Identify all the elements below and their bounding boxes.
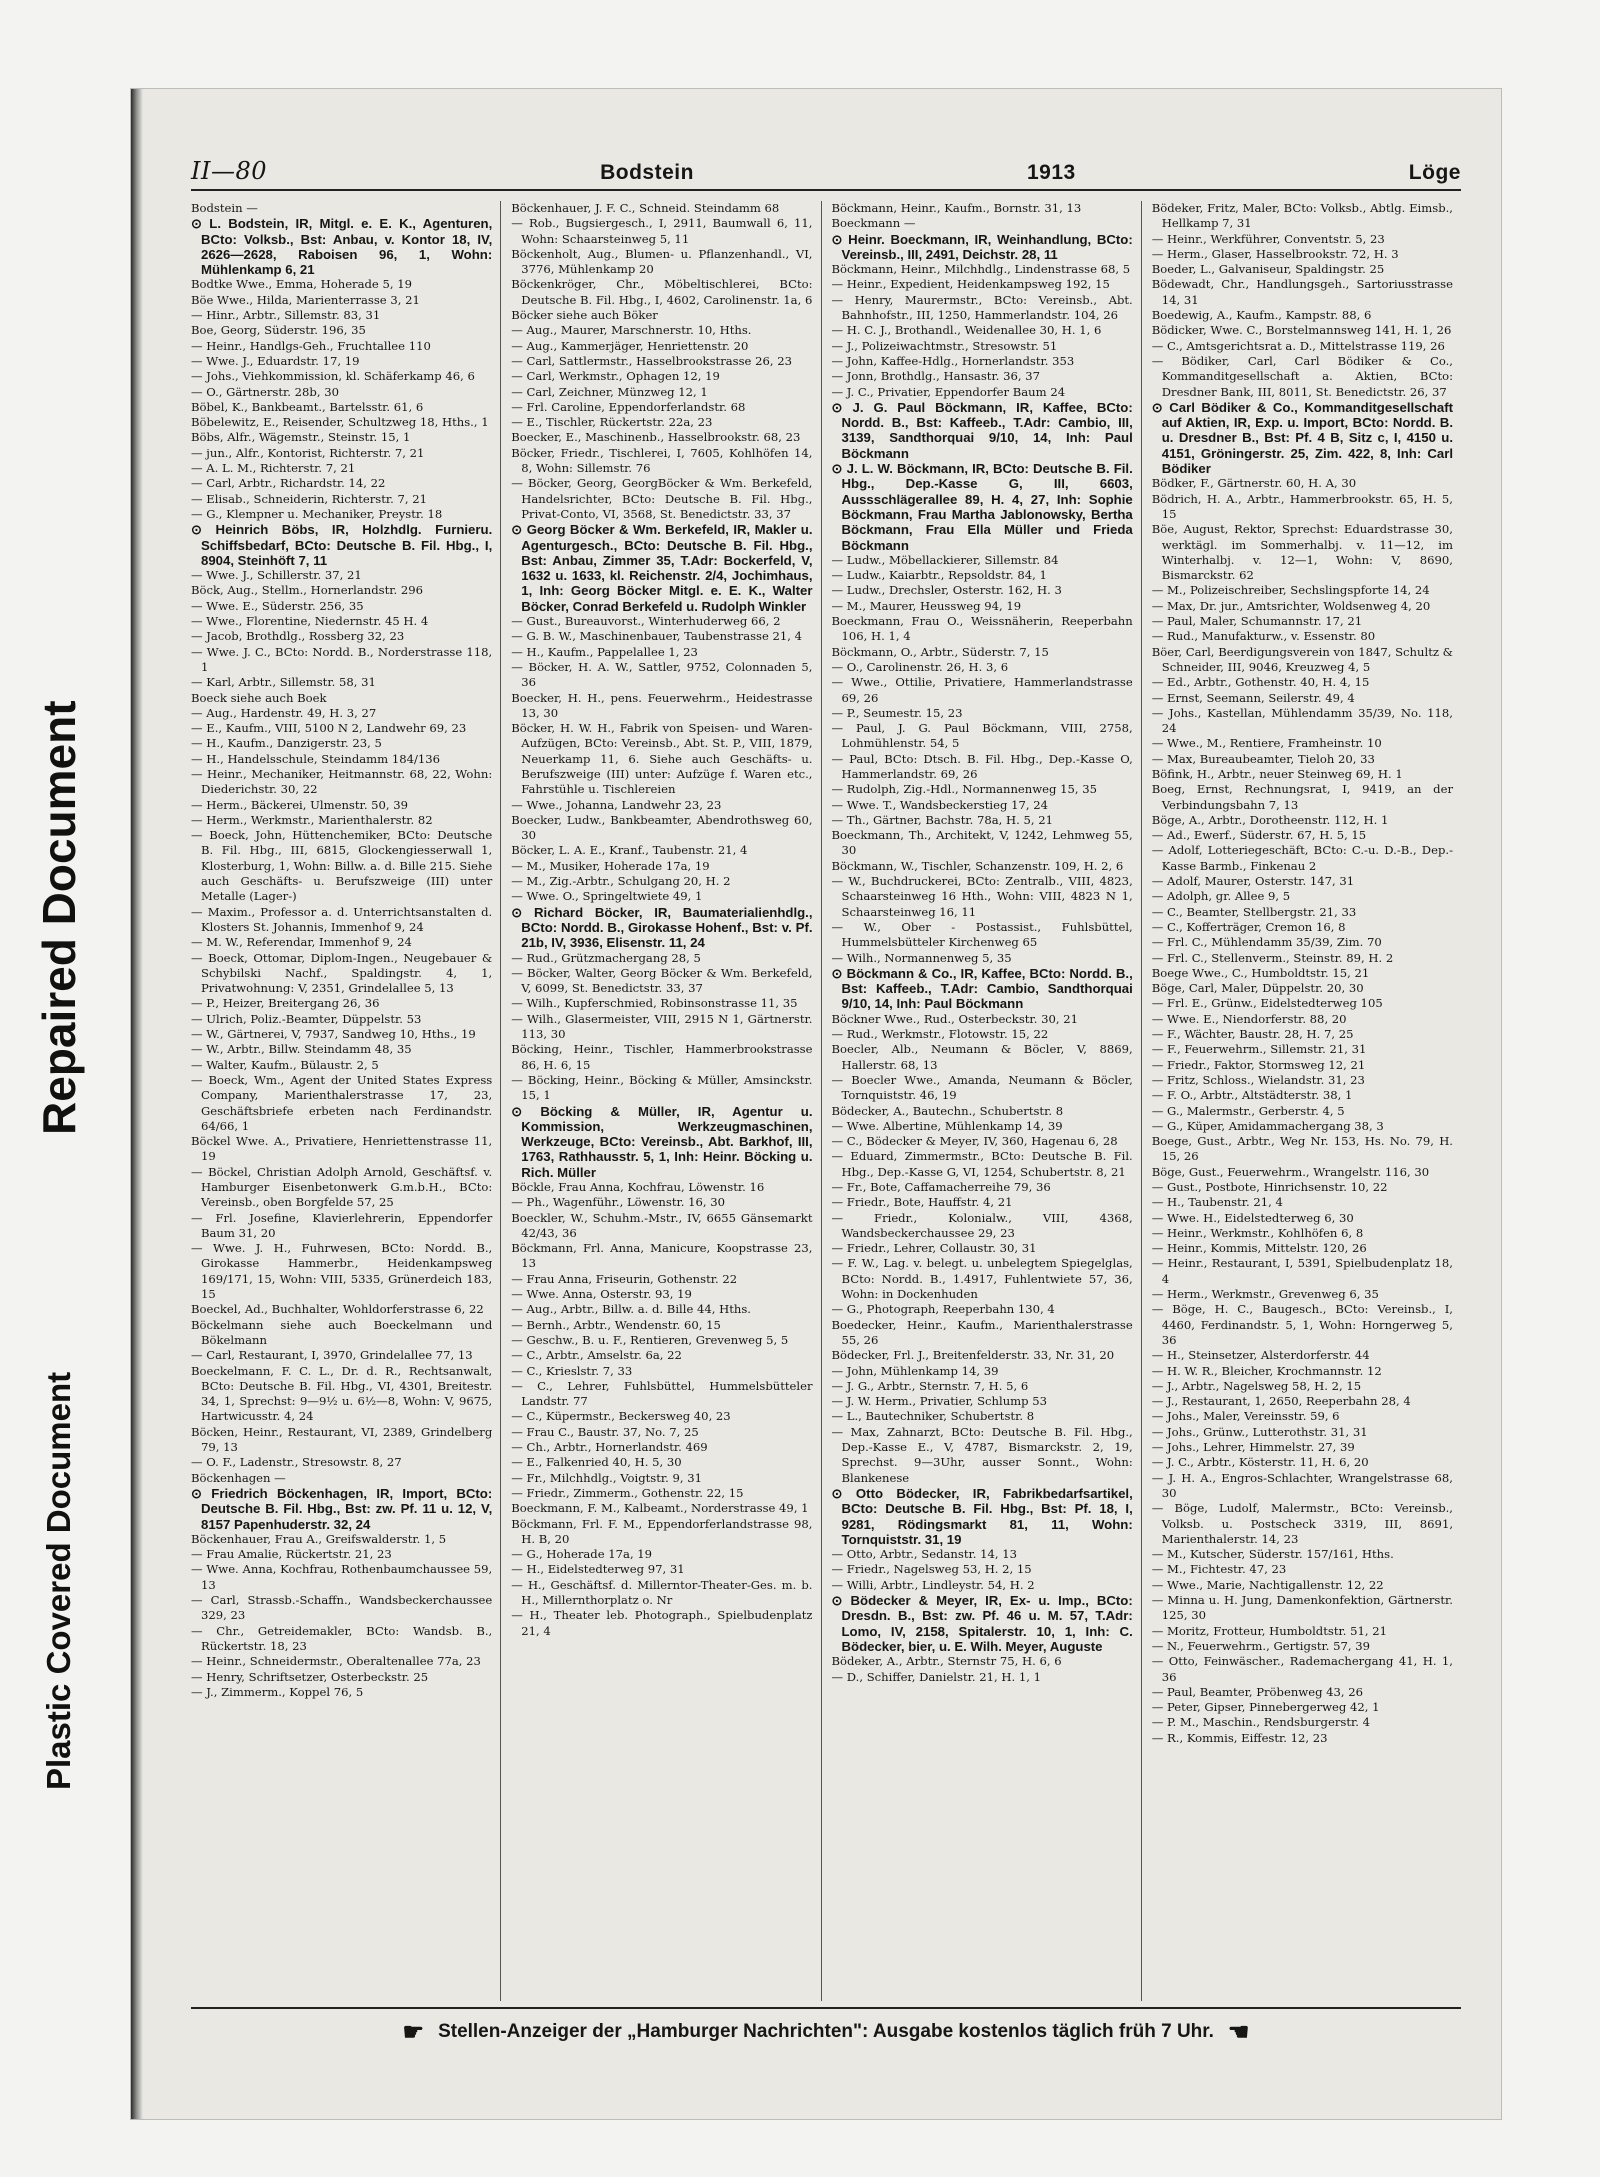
directory-entry: — Wwe. E., Niendorferstr. 88, 20 [1151,1011,1347,1026]
column-4 [1152,201,1461,2001]
page-header [191,149,1461,185]
directory-entry: Böckenkröger, Chr., Möbeltischlerei, BCto: Deutsche B. Fil. Hbg., I, 4602, Carolinenstr. 1a, 6 [511,277,813,307]
directory-entry: — H. C. J., Brothandl., Weidenallee 30, H. 1, 6 [831,323,1102,338]
repaired-document-label: Repaired Document [33,700,85,1135]
directory-entry: — Friedr., Faktor, Stormsweg 12, 21 [1151,1057,1366,1072]
directory-entry: — G., Klempner u. Mechaniker, Preystr. 18 [191,506,443,521]
directory-entry: — Böge, H. C., Baugesch., BCto: Vereinsb., I, 4460, Ferdinandstr. 5, 1, Wohn: Horngerweg 5, 36 [1151,1302,1453,1347]
directory-entry: ⊙ Otto Bödecker, IR, Fabrikbedarfsartikel, BCto: Deutsche B. Fil. Hbg., Bst: Pf. 18, I, 9281, Rödingsmarkt 81, 11, Wohn: Tornquiststr. 31, 19 [831,1485,1133,1547]
directory-entry: Böck, Aug., Stellm., Hornerlandstr. 296 [191,583,424,598]
directory-entry: Boecker, E., Maschinenb., Hasselbrookstr. 68, 23 [511,430,801,445]
directory-entry: — Wwe. O., Springeltwiete 49, 1 [511,889,703,904]
directory-entry: — Böckel, Christian Adolph Arnold, Geschäftsf. v. Hamburger Eisenbetonwerk G.m.b.H., BCto: Vereinsb., oben Borgfelde 57, 25 [191,1164,493,1210]
directory-entry: — C., Beamter, Stellbergstr. 21, 33 [1151,904,1357,919]
directory-entry: Böbelewitz, E., Reisender, Schultzweg 18, Hths., 1 [191,415,489,430]
directory-entry: — Herm., Bäckerei, Ulmenstr. 50, 39 [191,797,409,812]
directory-entry: — Gust., Bureauvorst., Winterhuderweg 66, 2 [511,614,781,629]
directory-entry: Böcken, Heinr., Restaurant, VI, 2389, Grindelberg 79, 13 [191,1424,493,1455]
directory-entry: ⊙ Böckmann & Co., IR, Kaffee, BCto: Nordd. B., Bst: Kaffeeb., T.Adr: Cambio, Sandthorquai 9/10, 14, Inh: Paul Böckmann [831,965,1133,1012]
directory-entry: — Th., Gärtner, Bachstr. 78a, H. 5, 21 [831,812,1054,827]
directory-entry: Böckmann, Heinr., Kaufm., Bornstr. 31, 13 [831,201,1082,215]
directory-entry: Boeg, Ernst, Rechnungsrat, I, 9419, an der Verbindungsbahn 7, 13 [1151,782,1453,812]
directory-entry: — M., Zig.-Arbtr., Schulgang 20, H. 2 [511,874,731,889]
directory-entry: — Böge, Ludolf, Malermstr., BCto: Vereinsb., Volksb. u. Postscheck 3319, III, 8691, Marienthalerstr. 14, 23 [1151,1501,1453,1546]
directory-entry: Böge, Gust., Feuerwehrm., Wrangelstr. 116, 30 [1151,1164,1430,1179]
directory-entry: — Ernst, Seemann, Seilerstr. 49, 4 [1151,690,1355,705]
directory-entry: ⊙ Georg Böcker & Wm. Berkefeld, IR, Makler u. Agenturgesch., BCto: Deutsche B. Fil. Hbg., Bst: Anbau, Zimmer 35, T.Adr: Bockerfeld, V, 1632 u. 1633, kl. Reichenstr. 2/4, Jochimhaus, 1, Inh: Georg Böcker Mitgl. e. E. K., Walter Böcker, Conrad Berkefeld u. Rudolph Winkler [511,522,813,614]
directory-entry: — Heinr., Mechaniker, Heitmannstr. 68, 22, Wohn: Diederichstr. 30, 22 [191,766,493,797]
directory-entry: Boe, Georg, Süderstr. 196, 35 [191,323,366,338]
directory-entry: — Johs., Viehkommission, kl. Schäferkamp 46, 6 [191,369,475,384]
directory-entry: — Chr., Getreidemakler, BCto: Wandsb. B., Rückertstr. 18, 23 [191,1623,493,1653]
directory-entry: — P., Seumestr. 15, 23 [831,705,963,720]
directory-entry: — Frl. Caroline, Eppendorferlandstr. 68 [511,399,746,414]
column-1 [191,201,501,2001]
directory-entry: — Heinr., Kommis, Mittelstr. 120, 26 [1151,1241,1367,1256]
directory-entry: — Johs., Lehrer, Himmelstr. 27, 39 [1151,1440,1355,1455]
directory-entry: ⊙ Heinr. Boeckmann, IR, Weinhandlung, BCto: Vereinsb., III, 2491, Deichstr. 28, 11 [831,231,1133,262]
directory-entry: — Herm., Werkmstr., Marienthalerstr. 82 [191,812,433,827]
directory-entry: — H., Taubenstr. 21, 4 [1151,1195,1283,1210]
footer-rule [191,2007,1461,2009]
directory-entry: — Böcker, Georg, GeorgBöcker & Wm. Berkefeld, Handelsrichter, BCto: Deutsche B. Fil. Hbg., Privat-Conto, VI, 3568, St. Benedictstr. 33, 37 [511,476,813,521]
directory-entry: Böckenhauer, Frau A., Greifswalderstr. 1, 5 [191,1531,447,1546]
directory-entry: — Wwe. Albertine, Mühlenkamp 14, 39 [831,1118,1063,1133]
directory-entry: — Johs., Grünw., Lutterothstr. 31, 31 [1151,1424,1368,1439]
directory-entry: — D., Schiffer, Danielstr. 21, H. 1, 1 [831,1669,1041,1684]
directory-entry: — Wwe. J. H., Fuhrwesen, BCto: Nordd. B., Girokasse Hammerbr., Heidenkampsweg 169/171, 15, Wohn: VIII, 5335, Grünerdeich 183, 15 [191,1241,493,1302]
directory-entry: — F. W., Lag. v. belegt. u. unbelegtem Spiegelglas, BCto: Nordd. B., 1.4917, Fuhlentwiete 57, 36, Wohn: in Dockenhuden [831,1256,1133,1302]
directory-entry: — Friedr., Kolonialw., VIII, 4368, Wandsbeckerchaussee 29, 23 [831,1210,1133,1240]
directory-columns [191,201,1461,2001]
directory-entry: — Wwe. J. C., BCto: Nordd. B., Norderstrasse 118, 1 [191,644,493,674]
directory-entry: — Ad., Ewerf., Süderstr. 67, H. 5, 15 [1151,828,1367,843]
directory-entry: Bodstein — [191,201,258,215]
directory-entry: — Paul, Maler, Schumannstr. 17, 21 [1151,614,1363,629]
directory-entry: — A. L. M., Richterstr. 7, 21 [191,461,356,476]
directory-entry: Boeck siehe auch Boek [191,690,327,705]
directory-entry: — Paul, BCto: Dtsch. B. Fil. Hbg., Dep.-Kasse O, Hammerlandstr. 69, 26 [831,751,1133,781]
directory-entry: — C., Küpermstr., Beckersweg 40, 23 [511,1409,731,1424]
directory-entry: — Ludw., Möbellackierer, Sillemstr. 84 [831,552,1059,567]
directory-entry: — F., Wächter, Baustr. 28, H. 7, 25 [1151,1027,1354,1042]
directory-entry: Bödeker, Fritz, Maler, BCto: Volksb., Abtlg. Eimsb., Hellkamp 7, 31 [1151,201,1453,231]
directory-entry: — Friedr., Lehrer, Collaustr. 30, 31 [831,1241,1037,1256]
directory-entry: Boeckler, W., Schuhm.-Mstr., IV, 6655 Gänsemarkt 42/43, 36 [511,1210,813,1240]
directory-entry: — Wwe. Anna, Kochfrau, Rothenbaumchaussee 59, 13 [191,1562,493,1592]
directory-entry: — O., Gärtnerstr. 28b, 30 [191,384,339,399]
directory-entry: — Adolf, Lotteriegeschäft, BCto: C.-u. D.-B., Dep.-Kasse Barmb., Finkenau 2 [1151,843,1453,873]
pointing-hand-left-icon: ☛ [402,2018,425,2046]
directory-entry: Boecker, H. H., pens. Feuerwehrm., Heidestrasse 13, 30 [511,690,813,720]
directory-entry: Boege Wwe., C., Humboldtstr. 15, 21 [1151,965,1370,980]
column-3 [832,201,1142,2001]
directory-entry: — Jonn, Brothdlg., Hansastr. 36, 37 [831,369,1040,384]
directory-entry: ⊙ Bödecker & Meyer, IR, Ex- u. Imp., BCto: Dresdn. B., Bst: zw. Pf. 46 u. M. 57, T.Adr: Lomo, IV, 2158, Spitalerstr. 10, 1, Inh: C. Bödecker, bier, u. E. Wilh. Meyer, Auguste [831,1593,1133,1654]
directory-entry: — G., Malermstr., Gerberstr. 4, 5 [1151,1103,1345,1118]
directory-entry: — O. F., Ladenstr., Stresowstr. 8, 27 [191,1455,402,1470]
directory-entry: Bödecker, A., Bautechn., Schubertstr. 8 [831,1103,1064,1118]
directory-entry: — W., Arbtr., Billw. Steindamm 48, 35 [191,1042,412,1057]
directory-entry: Böckmann, W., Tischler, Schanzenstr. 109, H. 2, 6 [831,858,1124,873]
directory-entry: Böckle, Frau Anna, Kochfrau, Löwenstr. 16 [511,1180,765,1194]
directory-entry: Böcker siehe auch Böker [511,308,658,323]
directory-entry: — Geschw., B. u. F., Rentieren, Grevenweg 5, 5 [511,1332,789,1347]
directory-entry: — Herm., Glaser, Hasselbrookstr. 72, H. 3 [1151,246,1399,261]
directory-entry: — Heinr., Werkführer, Conventstr. 5, 23 [1151,231,1385,246]
directory-entry: — Ed., Arbtr., Gothenstr. 40, H. 4, 15 [1151,675,1370,690]
directory-entry: — M., Kutscher, Süderstr. 157/161, Hths. [1151,1547,1394,1562]
directory-entry: — Wwe. Anna, Osterstr. 93, 19 [511,1287,692,1302]
directory-entry: — H., Kaufm., Danzigerstr. 23, 5 [191,736,382,751]
directory-entry: — J. C., Privatier, Eppendorfer Baum 24 [831,384,1066,399]
directory-entry: — C., Krieslstr. 7, 33 [511,1363,633,1378]
directory-entry: ⊙ J. L. W. Böckmann, IR, BCto: Deutsche B. Fil. Hbg., Dep.-Kasse G, III, 6603, Aussschlägerallee 89, H. 4, 27, Inh: Sophie Böckmann, Frau Martha Jablonowsky, Bertha Böckmann, Frau Ella Müller und Frieda Böckmann [831,461,1133,553]
directory-entry: — M., Polizeischreiber, Sechslingspforte 14, 24 [1151,583,1430,598]
directory-entry: — J. G., Arbtr., Sternstr. 7, H. 5, 6 [831,1378,1029,1393]
directory-entry: Böckenhauer, J. F. C., Schneid. Steindamm 68 [511,201,780,215]
header-right-word: Löge [1408,161,1461,184]
directory-entry: — M., Maurer, Heussweg 94, 19 [831,598,1022,613]
directory-entry: — Willi, Arbtr., Lindleystr. 54, H. 2 [831,1577,1035,1592]
directory-entry: Bödewadt, Chr., Handlungsgeh., Sartoriusstrasse 14, 31 [1151,277,1453,307]
directory-entry: — Hinr., Arbtr., Sillemstr. 83, 31 [191,308,381,323]
directory-entry: — Wwe. H., Eidelstedterweg 6, 30 [1151,1210,1354,1225]
directory-entry: Boedecker, Heinr., Kaufm., Marienthalerstrasse 55, 26 [831,1317,1133,1347]
directory-entry: — Heinr., Handlgs-Geh., Fruchtallee 110 [191,338,431,353]
directory-entry: — P., Heizer, Breitergang 26, 36 [191,996,380,1011]
directory-entry: — Friedr., Bote, Hauffstr. 4, 21 [831,1195,1013,1210]
directory-entry: — Wwe., Florentine, Niedernstr. 45 H. 4 [191,614,429,629]
directory-entry: — J., Zimmerm., Koppel 76, 5 [191,1684,364,1699]
directory-entry: — Fritz, Schloss., Wielandstr. 31, 23 [1151,1072,1365,1087]
directory-entry: — Adolf, Maurer, Osterstr. 147, 31 [1151,874,1355,889]
directory-entry: Böckner Wwe., Rud., Osterbeckstr. 30, 21 [831,1011,1078,1026]
directory-entry: — Frl. E., Grünw., Eidelstedterweg 105 [1151,996,1383,1011]
directory-entry: — Rob., Bugsiergesch., I, 2911, Baumwall 6, 11, Wohn: Schaarsteinweg 5, 11 [511,216,813,246]
directory-entry: — G., Photograph, Reeperbahn 130, 4 [831,1302,1055,1317]
directory-entry: Bödecker, Frl. J., Breitenfelderstr. 33, Nr. 31, 20 [831,1348,1115,1363]
directory-entry: ⊙ Heinrich Böbs, IR, Holzhdlg. Furnieru. Schiffsbedarf, BCto: Deutsche B. Fil. Hbg., I, 8904, Steinhöft 7, 11 [191,522,493,568]
directory-entry: — Carl, Zeichner, Münzweg 12, 1 [511,384,708,399]
scanned-page [130,88,1502,2120]
directory-entry: — Aug., Arbtr., Billw. a. d. Bille 44, Hths. [511,1302,751,1317]
directory-entry: — Carl, Arbtr., Richardstr. 14, 22 [191,476,386,491]
directory-entry: — Heinr., Expedient, Heidenkampsweg 192, 15 [831,277,1110,292]
directory-entry: Böckelmann siehe auch Boeckelmann und Bökelmann [191,1317,493,1347]
directory-entry: — H., Handelsschule, Steindamm 184/136 [191,751,440,766]
directory-entry: — Rudolph, Zig.-Hdl., Normannenweg 15, 35 [831,782,1098,797]
directory-entry: — N., Feuerwehrm., Gertigstr. 57, 39 [1151,1638,1371,1653]
directory-entry: — Frl. C., Stellenverm., Steinstr. 89, H. 2 [1151,950,1394,965]
directory-entry: — Wilh., Glasermeister, VIII, 2915 N 1, Gärtnerstr. 113, 30 [511,1011,813,1042]
directory-entry: — Wwe., M., Rentiere, Framheinstr. 10 [1151,736,1382,751]
directory-entry: Boedewig, A., Kaufm., Kampstr. 88, 6 [1151,308,1372,323]
directory-entry: — H., Eidelstedterweg 97, 31 [511,1562,685,1577]
directory-entry: — Frl. Josefine, Klavierlehrerin, Eppendorfer Baum 31, 20 [191,1210,493,1240]
directory-entry: — Frau Anna, Friseurin, Gothenstr. 22 [511,1271,738,1286]
directory-entry: — Otto, Arbtr., Sedanstr. 14, 13 [831,1547,1017,1562]
directory-entry: — W., Gärtnerei, V, 7937, Sandweg 10, Hths., 19 [191,1027,476,1042]
directory-entry: — Rud., Manufakturw., v. Essenstr. 80 [1151,629,1376,644]
directory-entry: Böe Wwe., Hilda, Marienterrasse 3, 21 [191,292,420,307]
directory-entry: — Minna u. H. Jung, Damenkonfektion, Gärtnerstr. 125, 30 [1151,1593,1453,1623]
directory-entry: — Henry, Schriftsetzer, Osterbeckstr. 25 [191,1669,429,1684]
directory-entry: — Carl, Restaurant, I, 3970, Grindelallee 77, 13 [191,1348,473,1363]
directory-entry: — Wwe. J., Eduardstr. 17, 19 [191,353,360,368]
directory-entry: Boeckmann — [831,216,916,231]
directory-entry: — Heinr., Restaurant, I, 5391, Spielbudenplatz 18, 4 [1151,1256,1453,1286]
page-number: II—80 [191,157,267,185]
directory-entry: Böcking, Heinr., Tischler, Hammerbrookstrasse 86, H. 6, 15 [511,1042,813,1072]
directory-entry: — Ludw., Kaiarbtr., Repsoldstr. 84, 1 [831,568,1047,583]
directory-entry: — Johs., Maler, Vereinsstr. 59, 6 [1151,1409,1340,1424]
directory-entry: — E., Kaufm., VIII, 5100 N 2, Landwehr 69, 23 [191,721,467,736]
directory-entry: — Böcker, Walter, Georg Böcker & Wm. Berkefeld, V, 6099, St. Benedictstr. 33, 37 [511,965,813,996]
directory-entry: — Bernh., Arbtr., Wendenstr. 60, 15 [511,1317,721,1332]
directory-entry: Böckenhagen — [191,1470,286,1485]
directory-entry: — J., Polizeiwachtmstr., Stresowstr. 51 [831,338,1058,353]
directory-entry: ⊙ Carl Bödiker & Co., Kommanditgesellschaft auf Aktien, IR, Exp. u. Import, BCto: Nordd. B. u. Dresdner B., Bst: Pf. 4 B, Sitz c, I, 4150 u. 4151, Gröningerstr. 25, Zim. 422, 8, Inh: Carl Bödiker [1151,399,1453,477]
directory-entry: — Henry, Maurermstr., BCto: Vereinsb., Abt. Bahnhofstr., III, 1250, Hammerlandstr. 104, 26 [831,292,1133,323]
directory-entry: — E., Tischler, Rückertstr. 22a, 23 [511,415,713,430]
directory-entry: — Böcking, Heinr., Böcking & Müller, Amsinckstr. 15, 1 [511,1072,813,1103]
directory-entry: — Bödiker, Carl, Carl Bödiker & Co., Kommanditgesellschaft a. Aktien, BCto: Dresdner Bank, III, 8011, St. Benedictstr. 26, 37 [1151,353,1453,399]
directory-entry: — P. M., Maschin., Rendsburgerstr. 4 [1151,1715,1371,1730]
directory-entry: — Wwe., Johanna, Landwehr 23, 23 [511,797,722,812]
directory-entry: — Walter, Kaufm., Bülaustr. 2, 5 [191,1057,379,1072]
directory-entry: — R., Kommis, Eiffestr. 12, 23 [1151,1730,1328,1745]
plastic-covered-label: Plastic Covered Document [40,1371,77,1790]
directory-entry: — Fr., Bote, Caffamacherreihe 79, 36 [831,1180,1051,1194]
directory-entry: — Friedr., Zimmerm., Gothenstr. 22, 15 [511,1485,744,1500]
directory-entry: — Carl, Sattlermstr., Hasselbrookstrasse 26, 23 [511,353,792,368]
directory-entry: Böbs, Alfr., Wägemstr., Steinstr. 15, 1 [191,430,411,445]
directory-entry: — Boecler Wwe., Amanda, Neumann & Böcler, Tornquiststr. 46, 19 [831,1072,1133,1103]
directory-entry: Böcker, L. A. E., Kranf., Taubenstr. 21, 4 [511,843,748,858]
directory-entry: — Jacob, Brothdlg., Rossberg 32, 23 [191,629,405,644]
header-rule [191,189,1461,191]
directory-entry: — C., Kofferträger, Cremon 16, 8 [1151,919,1346,934]
directory-entry: — Wwe. E., Süderstr. 256, 35 [191,598,364,613]
directory-entry: — H., Theater leb. Photograph., Spielbudenplatz 21, 4 [511,1608,813,1638]
directory-entry: — C., Lehrer, Fuhlsbüttel, Hummelsbütteler Landstr. 77 [511,1378,813,1409]
directory-entry: — Heinr., Schneidermstr., Oberaltenallee 77a, 23 [191,1654,481,1669]
directory-entry: — John, Kaffee-Hdlg., Hornerlandstr. 353 [831,353,1075,368]
directory-entry: Boege, Gust., Arbtr., Weg Nr. 153, Hs. No. 79, H. 15, 26 [1151,1134,1453,1164]
directory-entry: — Ulrich, Poliz.-Beamter, Düppelstr. 53 [191,1011,422,1026]
directory-entry: — Heinr., Werkmstr., Kohlhöfen 6, 8 [1151,1225,1364,1240]
directory-entry: Boeckmann, Frau O., Weissnäherin, Reeperbahn 106, H. 1, 4 [831,614,1133,644]
directory-entry: Bödker, F., Gärtnerstr. 60, H. A, 30 [1151,476,1357,491]
column-2 [511,201,821,2001]
header-left-word: Bodstein [600,161,694,184]
directory-entry: Boeder, L., Galvaniseur, Spaldingstr. 25 [1151,262,1385,277]
directory-entry: — C., Arbtr., Amselstr. 6a, 22 [511,1348,682,1363]
directory-entry: — Frl. C., Mühlendamm 35/39, Zim. 70 [1151,935,1382,950]
directory-entry: — F. O., Arbtr., Altstädterstr. 38, 1 [1151,1088,1353,1103]
directory-entry: ⊙ Böcking & Müller, IR, Agentur u. Kommission, Werkzeugmaschinen, Werkzeuge, BCto: Vereinsb., Abt. Barkhof, III, 1763, Rathhausstr. 5, 1, Inh: Heinr. Böcking u. Rich. Müller [511,1103,813,1180]
directory-entry: Boeckmann, F. M., Kalbeamt., Norderstrasse 49, 1 [511,1501,809,1516]
directory-entry: Bodtke Wwe., Emma, Hoherade 5, 19 [191,277,412,292]
directory-entry: — Rud., Grützmachergang 28, 5 [511,950,701,965]
directory-entry: — Carl, Strassb.-Schaffn., Wandsbeckerchaussee 329, 23 [191,1593,493,1623]
directory-entry: ⊙ Friedrich Böckenhagen, IR, Import, BCto: Deutsche B. Fil. Hbg., Bst: zw. Pf. 11 u. 12, V, 8157 Papenhuderstr. 32, 24 [191,1485,493,1532]
directory-entry: — Gust., Postbote, Hinrichsenstr. 10, 22 [1151,1180,1388,1194]
directory-entry: — C., Bödecker & Meyer, IV, 360, Hagenau 6, 28 [831,1134,1118,1149]
directory-entry: — H., Steinsetzer, Alsterdorferstr. 44 [1151,1348,1370,1363]
directory-entry: Böfink, H., Arbtr., neuer Steinweg 69, H. 1 [1151,766,1403,781]
directory-entry: — M., Musiker, Hoherade 17a, 19 [511,858,710,873]
directory-entry: — W., Buchdruckerei, BCto: Zentralb., VIII, 4823, Schaarsteinweg 16 Hth., Wohn: VIII, 4823 N 1, Schaarsteinweg 16, 11 [831,874,1133,919]
directory-entry: — Otto, Feinwäscher., Rademachergang 41, H. 1, 36 [1151,1654,1453,1684]
directory-entry: — Carl, Werkmstr., Ophagen 12, 19 [511,369,720,384]
directory-entry: Böckmann, Heinr., Milchhdlg., Lindenstrasse 68, 5 [831,262,1131,277]
directory-entry: — Peter, Gipser, Pinnebergerweg 42, 1 [1151,1700,1380,1715]
directory-entry: — jun., Alfr., Kontorist, Richterstr. 7, 21 [191,445,425,460]
directory-entry: Böckmann, O., Arbtr., Süderstr. 7, 15 [831,644,1049,659]
directory-entry: — Eduard, Zimmermstr., BCto: Deutsche B. Fil. Hbg., Dep.-Kasse G, VI, 1254, Schubertstr. 8, 21 [831,1149,1133,1179]
header-year: 1913 [1027,161,1076,184]
directory-entry: — Ludw., Drechsler, Osterstr. 162, H. 3 [831,583,1062,598]
directory-entry: Böe, August, Rektor, Sprechst: Eduardstrasse 30, werktägl. im Sommerhalbj. v. 11—12, im Winterhalbj. v. 12—1, Wohn: V, 8690, Bismarckstr. 62 [1151,522,1453,583]
directory-entry: Böckel Wwe. A., Privatiere, Henriettenstrasse 11, 19 [191,1134,493,1164]
directory-entry: — M., Fichtestr. 47, 23 [1151,1562,1287,1577]
directory-entry: Boecler, Alb., Neumann & Böcler, V, 8869, Hallerstr. 68, 13 [831,1042,1133,1072]
directory-entry: — C., Amtsgerichtsrat a. D., Mittelstrasse 119, 26 [1151,338,1445,353]
directory-entry: — Böcker, H. A. W., Sattler, 9752, Colonnaden 5, 36 [511,659,813,690]
directory-entry: — Max, Zahnarzt, BCto: Deutsche B. Fil. Hbg., Dep.-Kasse E., V, 4787, Bismarckstr. 2, 19, Sprechst. 9—3Uhr, ausser Sonnt., Wohn: Blankenese [831,1424,1133,1485]
directory-entry: — Wwe. J., Schillerstr. 37, 21 [191,568,362,583]
directory-entry: Böckenholt, Aug., Blumen- u. Pflanzenhandl., VI, 3776, Mühlenkamp 20 [511,246,813,277]
directory-entry: — Wilh., Kupferschmied, Robinsonstrasse 11, 35 [511,996,798,1011]
directory-entry: — G. B. W., Maschinenbauer, Taubenstrasse 21, 4 [511,629,803,644]
directory-entry: — H. W. R., Bleicher, Krochmannstr. 12 [1151,1363,1382,1378]
page-footer [191,2015,1461,2049]
directory-entry: — Boeck, John, Hüttenchemiker, BCto: Deutsche B. Fil. Hbg., III, 6815, Glockengiesserwall 1, Klosterburg, 1, Wohn: Billw. a. d. Bille 215. Siehe auch Geschäfts- u. Berufszweige (III) unter Metalle (Lager-) [191,828,493,904]
directory-entry: — Frau C., Baustr. 37, No. 7, 25 [511,1424,699,1439]
directory-entry: — Herm., Werkmstr., Grevenweg 6, 35 [1151,1287,1379,1302]
directory-entry: — Paul, Beamter, Pröbenweg 43, 26 [1151,1684,1364,1699]
directory-entry: — Maxim., Professor a. d. Unterrichtsanstalten d. Klosters St. Johannis, Immenhof 9, 24 [191,904,493,934]
directory-entry: — L., Bautechniker, Schubertstr. 8 [831,1409,1035,1424]
directory-entry: Böge, Carl, Maler, Düppelstr. 20, 30 [1151,981,1364,996]
directory-entry: — J., Arbtr., Nagelsweg 58, H. 2, 15 [1151,1378,1362,1393]
directory-entry: — Adolph, gr. Allee 9, 5 [1151,889,1291,904]
directory-entry: Boeckel, Ad., Buchhalter, Wohldorferstrasse 6, 22 [191,1302,484,1317]
directory-entry: — Aug., Maurer, Marschnerstr. 10, Hths. [511,323,752,338]
directory-entry: — Johs., Kastellan, Mühlendamm 35/39, No. 118, 24 [1151,705,1453,736]
directory-entry: — Moritz, Frotteur, Humboldtstr. 51, 21 [1151,1623,1388,1638]
directory-entry: Boeckelmann, F. C. L., Dr. d. R., Rechtsanwalt, BCto: Deutsche B. Fil. Hbg., VI, 4301, Breitestr. 34, 1, Sprechst: 9—9½ u. 6½—8, Wohn: V, 9675, Hartwicusstr. 4, 24 [191,1363,493,1424]
directory-entry: ⊙ J. G. Paul Böckmann, IR, Kaffee, BCto: Nordd. B., Bst: Kaffeeb., T.Adr: Cambio, III, 3139, Sandthorquai 9/10, 14, Inh: Paul Böckmann [831,399,1133,461]
directory-entry: — Wwe., Marie, Nachtigallenstr. 12, 22 [1151,1577,1384,1592]
directory-entry: — H., Geschäftsf. d. Millerntor-Theater-Ges. m. b. H., Millernthorplatz o. Nr [511,1577,813,1608]
directory-entry: — Max, Dr. jur., Amtsrichter, Woldsenweg 4, 20 [1151,598,1431,613]
directory-entry: Böckmann, Frl. Anna, Manicure, Koopstrasse 23, 13 [511,1241,813,1271]
directory-entry: Boecker, Ludw., Bankbeamter, Abendrothsweg 60, 30 [511,812,813,843]
directory-entry: Böcker, H. W. H., Fabrik von Speisen- und Waren-Aufzügen, BCto: Vereinsb., Abt. St. P., VIII, 1879, Neuerkamp 11, 6. Siehe auch Geschäfts- u. Berufszweige (III) unter: Aufzüge f. Waren etc., Fahrstühle u. Tischlereien [511,721,813,797]
directory-entry: — Max, Bureaubeamter, Tieloh 20, 33 [1151,751,1375,766]
directory-entry: Boeckmann, Th., Architekt, V, 1242, Lehmweg 55, 30 [831,828,1133,858]
directory-entry: — John, Mühlenkamp 14, 39 [831,1363,999,1378]
directory-entry: — Rud., Werkmstr., Flotowstr. 15, 22 [831,1027,1049,1042]
directory-entry: Böcker, Friedr., Tischlerei, I, 7605, Kohlhöfen 14, 8, Wohn: Sillemstr. 76 [511,445,813,476]
directory-entry: — J. C., Arbtr., Kösterstr. 11, H. 6, 20 [1151,1455,1369,1470]
directory-entry: Bödicker, Wwe. C., Borstelmannsweg 141, H. 1, 26 [1151,323,1452,338]
directory-entry: — F., Feuerwehrm., Sillemstr. 21, 31 [1151,1042,1367,1057]
directory-entry: — Fr., Milchhdlg., Voigtstr. 9, 31 [511,1470,703,1485]
directory-entry: — Wilh., Normannenweg 5, 35 [831,950,1012,965]
directory-entry: — M. W., Referendar, Immenhof 9, 24 [191,935,412,950]
directory-entry: Bödrich, H. A., Arbtr., Hammerbrookstr. 65, H. 5, 15 [1151,491,1453,521]
directory-entry: — J. W. Herm., Privatier, Schlump 53 [831,1394,1048,1409]
directory-entry: Böge, A., Arbtr., Dorotheenstr. 112, H. 1 [1151,812,1389,827]
directory-entry: Böer, Carl, Beerdigungsverein von 1847, Schultz & Schneider, III, 9046, Kreuzweg 4, 5 [1151,644,1453,674]
directory-entry: — J., Restaurant, 1, 2650, Reeperbahn 28, 4 [1151,1394,1411,1409]
directory-entry: — H., Kaufm., Pappelallee 1, 23 [511,644,698,659]
directory-entry: Bödeker, A., Arbtr., Sternstr 75, H. 6, 6 [831,1654,1062,1669]
footer-advert-text: Stellen-Anzeiger der „Hamburger Nachrichten": Ausgabe kostenlos täglich früh 7 Uhr. [438,2021,1214,2042]
directory-entry: Böbel, K., Bankbeamt., Bartelsstr. 61, 6 [191,399,424,414]
directory-entry: — G., Hoherade 17a, 19 [511,1547,653,1562]
directory-entry: ⊙ Richard Böcker, IR, Baumaterialienhdlg., BCto: Nordd. B., Girokasse Hohenf., Bst: v. Pf. 21b, IV, 3936, Elisenstr. 11, 24 [511,904,813,951]
directory-entry: — G., Küper, Amidammachergang 38, 3 [1151,1118,1384,1133]
directory-entry: — W., Ober - Postassist., Fuhlsbüttel, Hummelsbütteler Kirchenweg 65 [831,919,1133,950]
directory-entry: — Elisab., Schneiderin, Richterstr. 7, 21 [191,491,428,506]
directory-entry: — Boeck, Wm., Agent der United States Express Company, Marienthalerstrasse 17, 23, Geschäftsbriefe erbeten nach Ferdinandstr. 64/66, 1 [191,1072,493,1133]
directory-entry: — E., Falkenried 40, H. 5, 30 [511,1455,682,1470]
pointing-hand-right-icon: ☚ [1227,2018,1250,2046]
directory-entry: — Ch., Arbtr., Hornerlandstr. 469 [511,1440,708,1455]
directory-entry: — Wwe. T., Wandsbeckerstieg 17, 24 [831,797,1048,812]
directory-entry: — Ph., Wagenführ., Löwenstr. 16, 30 [511,1195,726,1210]
directory-entry: — Wwe., Ottilie, Privatiere, Hammerlandstrasse 69, 26 [831,675,1133,705]
directory-entry: — Frau Amalie, Rückertstr. 21, 23 [191,1547,392,1562]
directory-entry: — Karl, Arbtr., Sillemstr. 58, 31 [191,675,376,690]
directory-entry: — J. H. A., Engros-Schlachter, Wrangelstrasse 68, 30 [1151,1470,1453,1500]
directory-entry: — Paul, J. G. Paul Böckmann, VIII, 2758, Lohmühlenstr. 54, 5 [831,721,1133,751]
directory-entry: Böckmann, Frl. F. M., Eppendorferlandstrasse 98, H. B, 20 [511,1516,813,1546]
directory-entry: — Friedr., Nagelsweg 53, H. 2, 15 [831,1562,1032,1577]
directory-entry: — Aug., Hardenstr. 49, H. 3, 27 [191,705,377,720]
directory-entry: ⊙ L. Bodstein, IR, Mitgl. e. E. K., Agenturen, BCto: Volksb., Bst: Anbau, v. Kontor 18, IV, 2626—2628, Raboisen 96, 1, Wohn: Mühlenkamp 6, 21 [191,216,493,278]
directory-entry: — O., Carolinenstr. 26, H. 3, 6 [831,659,1009,674]
directory-entry: — Aug., Kammerjäger, Henriettenstr. 20 [511,338,749,353]
directory-entry: — Boeck, Ottomar, Diplom-Ingen., Neugebauer & Schybilski Nachf., Spaldingstr. 4, 1, Privatwohnung: V, 2351, Grindelallee 5, 13 [191,950,493,996]
